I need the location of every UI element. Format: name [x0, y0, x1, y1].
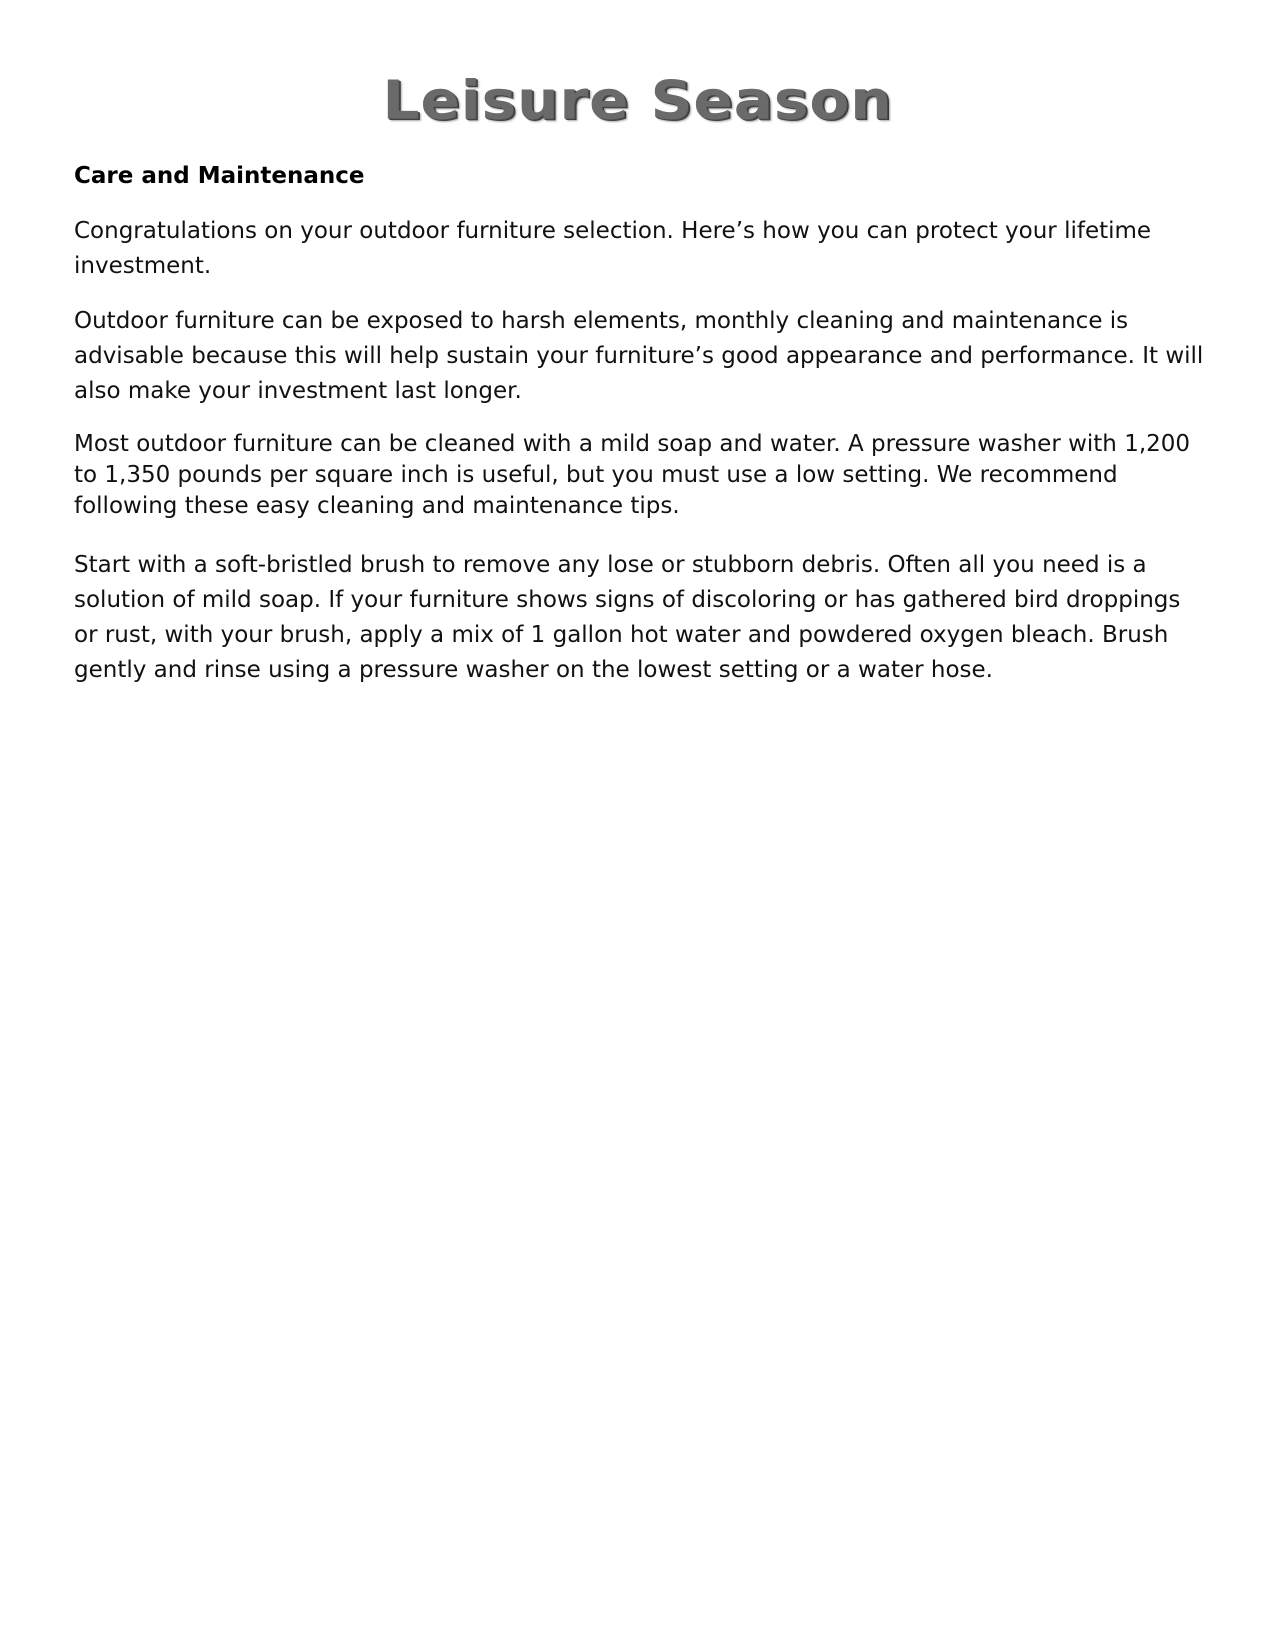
brand-logo-text: Leisure Season: [382, 68, 893, 132]
paragraph-instructions: Start with a soft-bristled brush to remove any lose or stubborn debris. Often all you need is a solution of mild soap. If your furniture shows signs of discoloring or has gathered bird droppings or rust, with your brush, apply a mix of 1 gallon hot water and powdered oxygen bleach. Brush gently and rinse using a pressure washer on the lowest setting or a water hose.: [74, 552, 1181, 683]
section-heading: Care and Maintenance: [74, 163, 365, 189]
paragraph-exposure: Outdoor furniture can be exposed to harsh elements, monthly cleaning and maintenance is advisable because this will help sustain your furniture’s good appearance and performance. It will also make your investment last longer.: [74, 308, 1204, 404]
brand-logo: [0, 66, 1275, 134]
paragraph-intro: Congratulations on your outdoor furniture selection. Here’s how you can protect your lifetime investment.: [74, 218, 1152, 279]
paragraph-cleaning: Most outdoor furniture can be cleaned with a mild soap and water. A pressure washer with 1,200 to 1,350 pounds per square inch is useful, but you must use a low setting. We recommend following these easy cleaning and maintenance tips.: [74, 431, 1191, 519]
document-body: [74, 160, 1204, 708]
